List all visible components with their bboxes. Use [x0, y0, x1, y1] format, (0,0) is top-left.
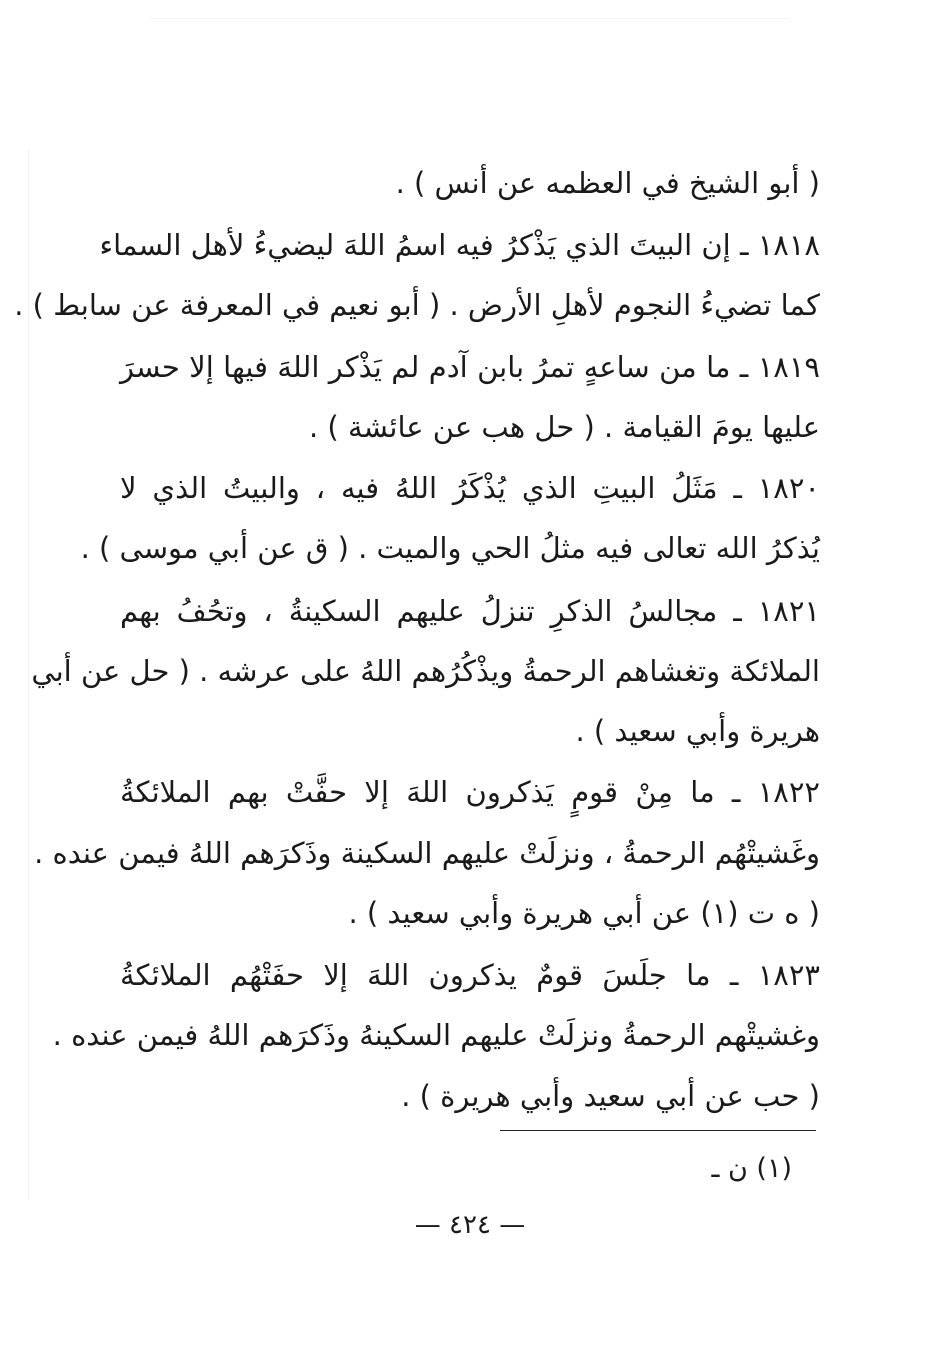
text-line: ١٨١٩ ـ ما من ساعهٍ تمرُ بابن آدم لم يَذْكر اللهَ فيها إلا حسرَ	[120, 350, 820, 384]
text-line: ١٨٢٠ ـ مَثَلُ البيتِ الذي يُذْكَرُ اللهُ فيه ، والبيتُ الذي لا	[120, 471, 820, 505]
text-line: ( ه ت (١) عن أبي هريرة وأبي سعيد ) .	[348, 896, 820, 930]
text-line: ( حب عن أبي سعيد وأبي هريرة ) .	[401, 1079, 820, 1113]
text-line: وغَشيتْهُم الرحمةُ ، ونزلَتْ عليهم السكينة وذَكرَهم اللهُ فيمن عنده .	[34, 836, 820, 870]
text-line: هريرة وأبي سعيد ) .	[575, 714, 820, 748]
text-line: ( أبو الشيخ في العظمه عن أنس ) .	[395, 166, 820, 200]
text-line: يُذكرُ الله تعالى فيه مثلُ الحي والميت . ( ق عن أبي موسى ) .	[80, 531, 820, 565]
footnote-divider	[500, 1130, 816, 1131]
text-line: عليها يومَ القيامة . ( حل هب عن عائشة ) .	[308, 410, 820, 444]
text-line: ١٨٢٣ ـ ما جلَسَ قومٌ يذكرون اللهَ إلا حفَتْهُم الملائكةُ	[120, 958, 820, 992]
text-line: وغشيتْهم الرحمةُ ونزلَتْ عليهم السكينهُ وذَكرَهم اللهُ فيمن عنده .	[52, 1018, 820, 1052]
scan-edge-mark	[150, 18, 790, 19]
text-line: الملائكة وتغشاهم الرحمةُ ويذْكُرُهم اللهُ على عرشه . ( حل عن أبي	[31, 654, 820, 688]
text-line: ١٨٢١ ـ مجالسُ الذكرِ تنزلُ عليهم السكينةُ ، وتحُفُ بهم	[120, 594, 820, 628]
text-line: ١٨٢٢ ـ ما مِنْ قومٍ يَذكرون اللهَ إلا حفَّتْ بهم الملائكةُ	[120, 775, 820, 809]
text-line: ١٨١٨ ـ إن البيتَ الذي يَذْكرُ فيه اسمُ اللهَ ليضيءُ لأهل السماء	[99, 228, 820, 262]
footnote: (١) ن ـ	[711, 1153, 792, 1184]
text-line: كما تضيءُ النجوم لأهلِ الأرض . ( أبو نعيم في المعرفة عن سابط ) .	[14, 288, 820, 322]
page-number: — ٤٢٤ —	[414, 1210, 526, 1240]
